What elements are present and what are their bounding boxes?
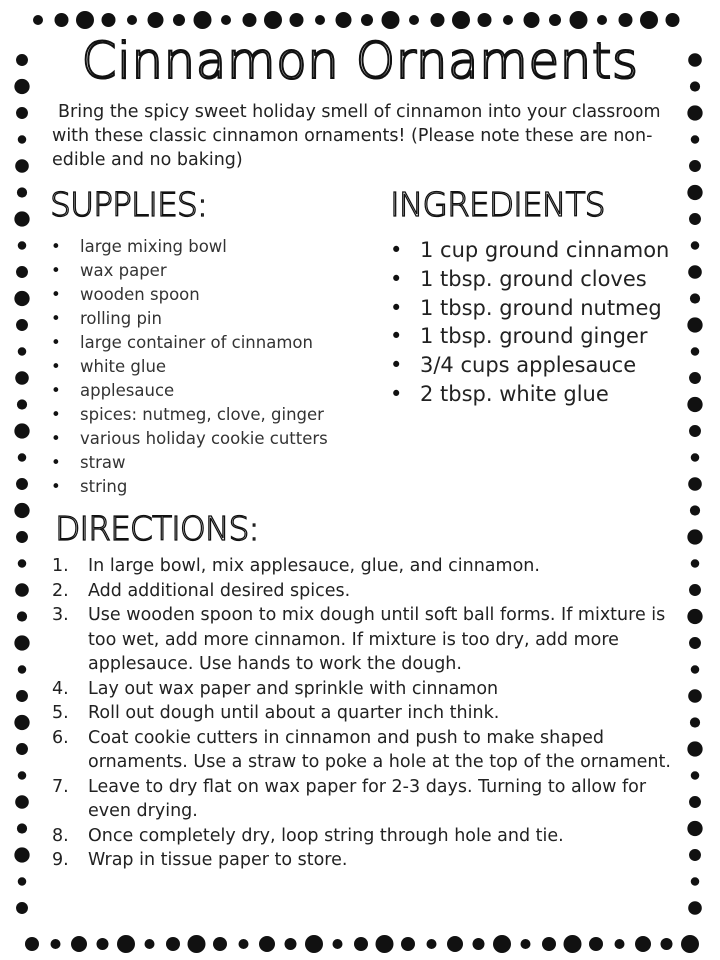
supply-item: • large container of cinnamon [80,331,328,355]
supply-item: • spices: nutmeg, clove, ginger [80,403,328,427]
intro-paragraph: Bring the spicy sweet holiday smell of cinnamon into your classroom with these classic cinnamon ornaments! (Please note these are non-edible and no baking) [52,102,661,170]
direction-step [52,554,678,579]
step-text: Use wooden spoon to mix dough until soft ball forms. If mixture is too wet, add more cinnamon. If mixture is too dry, add more applesauce. Use hands to work the dough. [88,605,666,674]
ingredient-item: • 1 tbsp. ground cloves [420,265,669,294]
step-text: Wrap in tissue paper to store. [88,850,348,870]
direction-step [52,848,678,873]
step-text: Once completely dry, loop string through hole and tie. [88,825,564,846]
step-text: Add additional desired spices. [88,580,351,601]
supply-item: • large mixing bowl [80,235,328,259]
supply-item: • string [80,475,328,499]
step-number: 7. [52,776,69,797]
supply-item: • applesauce [80,379,328,403]
step-number: 3. [52,605,69,625]
direction-step [52,603,678,677]
supply-item: • rolling pin [80,307,328,331]
step-text: Roll out dough until about a quarter inch think. [88,703,500,723]
supply-item: • straw [80,451,328,475]
direction-step [52,701,678,726]
page-title: Cinnamon Ornaments [81,32,639,90]
supply-item: • white glue [80,355,328,379]
step-number: 5. [52,703,69,723]
step-number: 6. [52,727,69,748]
supplies-heading: SUPPLIES: [50,185,207,224]
ingredient-item: • 1 tbsp. ground nutmeg [420,294,669,323]
step-number: 4. [52,678,69,699]
step-text: In large bowl, mix applesauce, glue, and cinnamon. [88,556,540,576]
step-text: Leave to dry flat on wax paper for 2-3 days. Turning to allow for even drying. [88,776,647,821]
direction-step [52,726,678,775]
step-text: Lay out wax paper and sprinkle with cinnamon [88,678,499,699]
step-number: 2. [52,580,69,601]
supplies-list [80,235,328,499]
direction-step [52,677,678,702]
step-number: 1. [52,556,69,576]
supply-item: • wooden spoon [80,283,328,307]
step-number: 8. [52,825,69,846]
supply-item: • wax paper [80,259,328,283]
ingredient-item: • 2 tbsp. white glue [420,380,669,409]
direction-step [52,824,678,849]
directions-heading: DIRECTIONS: [55,509,259,548]
direction-step [52,579,678,604]
ingredients-heading: INGREDIENTS [390,185,605,224]
directions-list [52,554,678,873]
step-text: Coat cookie cutters in cinnamon and push to make shaped ornaments. Use a straw to poke a hole at the top of the ornament. [88,727,671,772]
ingredients-list [420,236,669,409]
step-number: 9. [52,850,69,870]
ingredient-item: • 3/4 cups applesauce [420,351,669,380]
supply-item: • various holiday cookie cutters [80,427,328,451]
ingredient-item: • 1 tbsp. ground ginger [420,322,669,351]
direction-step [52,775,678,824]
ingredient-item: • 1 cup ground cinnamon [420,236,669,265]
